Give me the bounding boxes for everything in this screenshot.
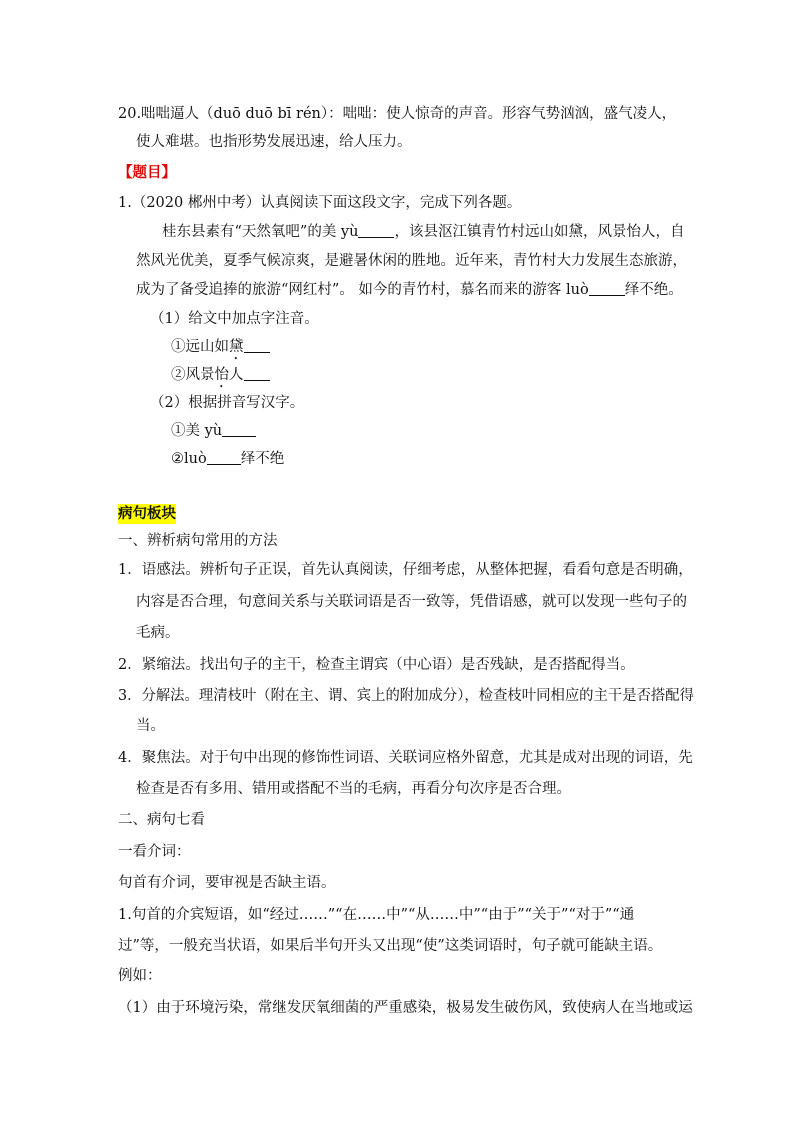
rule-1-line-2: 过”等，一般充当状语，如果后半句开头又出现“使”这类词语时，句子就可能缺主语。 <box>118 938 663 954</box>
sub-question-2: （2）根据拼音写汉字。 <box>150 395 305 411</box>
passage-line-3-text-b: 绎不绝。 <box>624 282 683 298</box>
sub-question-1b <box>171 365 270 391</box>
passage-line-2: 然风光优美，夏季气候凉爽，是避暑休闲的胜地。近年来，青竹村大力发展生态旅游， <box>136 253 687 269</box>
sub-2a-text: ①美 yù <box>171 423 223 439</box>
sub-1a-text: ①远山如 <box>171 339 229 355</box>
question-heading: 1.（2020 郴州中考）认真阅读下面这段文字，完成下列各题。 <box>118 195 522 211</box>
method-4-line-1: 4．聚焦法。对于句中出现的修饰性词语、关联词应格外留意，尤其是成对出现的词语，先 <box>118 750 693 766</box>
sub-question-1a <box>171 337 270 363</box>
method-3-line-2: 当。 <box>136 718 165 734</box>
passage-line-1-text-a: 桂东县素有“天然氧吧”的美 yù <box>162 224 359 240</box>
blank-sub-1a[interactable] <box>244 338 270 353</box>
method-1-line-2: 内容是否合理，句意间关系与关联词语是否一致等，凭借语感，就可以发现一些句子的 <box>136 594 687 610</box>
blank-sub-1b[interactable] <box>244 366 270 381</box>
question-tag: 【题目】 <box>118 164 176 181</box>
blank-luo[interactable] <box>589 281 625 296</box>
passage-line-1-text-b: ，该县沤江镇青竹村远山如黛，风景怡人，自 <box>394 224 685 240</box>
example-1-line-1: （1）由于环境污染，常继发厌氧细菌的严重感染，极易发生破伤风，致使病人在当地或运 <box>118 1000 693 1016</box>
method-4-line-2: 检查是否有多用、错用或搭配不当的毛病，再看分句次序是否合理。 <box>136 781 571 797</box>
rule-1-line-1: 1.句首的介宾短语，如“经过……”“在……中”“从……中”“由于”“关于”“对于”“通 <box>118 907 635 923</box>
idiom-entry-line-2: 使人难堪。也指形势发展迅速，给人压力。 <box>136 134 412 150</box>
passage-line-3 <box>136 280 683 300</box>
blank-sub-2a[interactable] <box>222 422 256 437</box>
idiom-entry-line-1: 20.咄咄逼人（duō duō bī rén）：咄咄：使人惊奇的声音。形容气势汹汹，盛气凌人， <box>118 106 677 122</box>
method-3-line-1: 3．分解法。理清枝叶（附在主、谓、宾上的附加成分），检查枝叶同相应的主干是否搭配得 <box>118 688 694 704</box>
dotted-char-dai: 黛 <box>229 339 244 355</box>
sub-1b-text: ②风景 <box>171 367 215 383</box>
section-title: 病句板块 <box>118 505 176 522</box>
method-1-line-3: 毛病。 <box>136 625 180 641</box>
passage-line-1 <box>162 222 684 242</box>
passage-line-3-text-a: 成为了备受追捧的旅游“网红村”。 如今的青竹村，慕名而来的游客 luò <box>136 282 589 298</box>
method-1-line-1: 1．语感法。辨析句子正误，首先认真阅读，仔细考虑，从整体把握，看看句意是否明确， <box>118 562 693 578</box>
part1-title: 一、辨析病句常用的方法 <box>118 533 278 549</box>
blank-sub-2b[interactable] <box>207 450 241 465</box>
dotted-char-yi: 怡 <box>214 367 229 383</box>
sub-2b-text-post: 绎不绝 <box>240 451 285 467</box>
example-label: 例如： <box>118 968 162 984</box>
method-2: 2．紧缩法。找出句子的主干，检查主谓宾（中心语）是否残缺，是否搭配得当。 <box>118 657 635 673</box>
sub-question-2b <box>171 449 284 469</box>
look-1-title: 一看介词： <box>118 844 191 860</box>
blank-yu[interactable] <box>358 223 394 238</box>
sub-1b-text-post: 人 <box>229 367 244 383</box>
part2-title: 二、病句七看 <box>118 812 205 828</box>
sub-question-2a <box>171 421 256 441</box>
sub-2b-text: ②luò <box>171 451 207 467</box>
look-1-intro: 句首有介词，要审视是否缺主语。 <box>118 875 336 891</box>
sub-question-1: （1）给文中加点字注音。 <box>150 311 319 327</box>
